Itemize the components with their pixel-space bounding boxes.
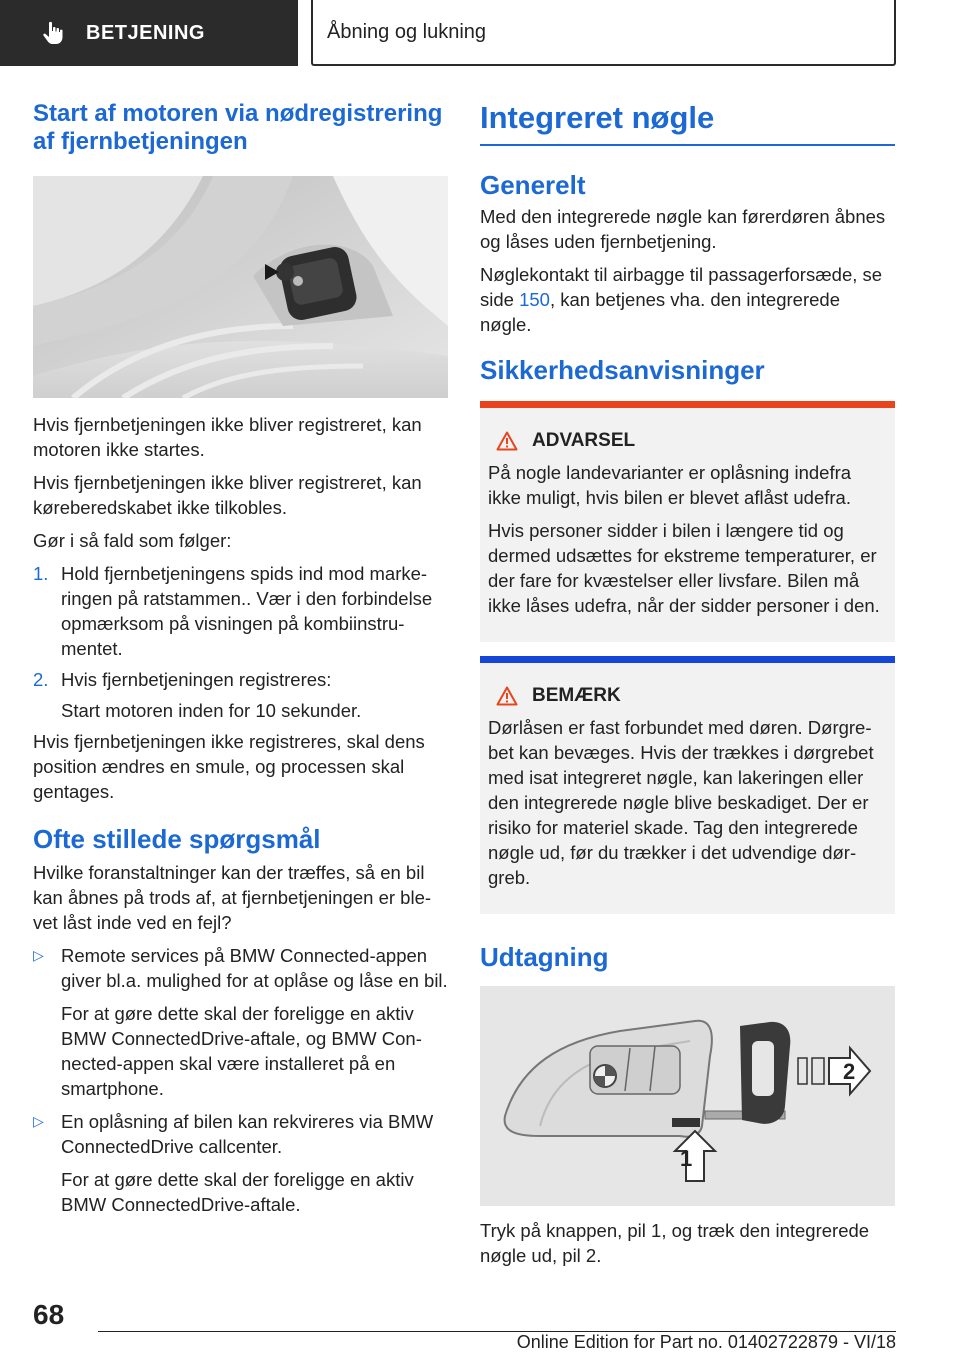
step-list [33,561,448,723]
paragraph: Hvis fjernbetjeningen ikke registreres, skal dens position ændres en smule, og processen skal gentages. [33,731,425,802]
faq-answer-text: En oplåsning af bilen kan rekvireres via BMW ConnectedDrive callcenter. [61,1111,434,1157]
steering-column-illustration [33,176,448,398]
step-number: 2. [33,669,49,690]
step-number: 1. [33,563,49,584]
caution-triangle-icon [496,686,518,706]
triangle-bullet-icon: ▷ [33,947,44,963]
section-tab [0,0,298,66]
faq-answer-list [33,943,448,1217]
right-column [480,100,895,1276]
integrated-key-heading: Integreret nøgle [480,100,895,146]
page-number: 68 [33,1299,65,1330]
step-item [33,561,448,661]
page-header [0,0,960,66]
hand-pointer-icon [40,20,66,46]
arrow-1-label: 1 [680,1146,693,1171]
arrow-2-label: 2 [843,1059,856,1084]
key-removal-image [480,986,895,1206]
removal-heading: Udtagning [480,942,609,972]
step-text: Hold fjernbetjeningens spids ind mod markeringen på ratstammen.. Vær i den forbindelse opmærksom på visningen på kombiinstrumentet. [61,563,433,659]
note-box [480,656,895,914]
step-text: Hvis fjernbetjeningen registreres: [61,669,332,690]
general-heading: Generelt [480,170,586,200]
paragraph-text: , kan betjenes vha. den integrerede nøgle. [480,289,840,335]
key-removal-illustration [480,986,895,1206]
paragraph-text: Nøglekontakt til airbagge til passagerforsæde, se side [480,264,883,310]
note-text: Dørlåsen er fast forbundet med døren. Dørgrebet kan bevæges. Hvis der trækkes i dørgrebet med isat integreret nøgle, kan lakeringen eller den integrerede nøgle blive beskadiget. Der er risiko for materiel skade. Tag den integrerede nøgle ud, før du trækker i det udvendige dørgreb. [488,717,874,888]
paragraph: Hvis fjernbetjeningen ikke bliver registreret, kan køreberedskabet ikke tilkobles. [33,472,422,518]
faq-answer-item [33,1109,448,1217]
page-reference-link[interactable]: 150 [519,289,550,310]
chapter-tab [311,0,896,66]
chapter-label: Åbning og lukning [327,20,487,43]
warning-text: Hvis personer sidder i bilen i længere tid og dermed udsættes for ekstreme temperaturer, er der fare for kvæstelser eller livsfare. Bilen må ikke låses udefra, når der sidder personer i den. [488,520,880,616]
footer-edition: Online Edition for Part no. 01402722879 - VI/18 [516,1332,896,1352]
safety-heading: Sikkerhedsanvisninger [480,355,765,385]
warning-text: På nogle landevarianter er oplåsning indefra ikke muligt, hvis bilen er blevet aflåst udefra. [488,462,852,508]
warning-label: ADVARSEL [532,430,636,451]
warning-box [480,401,895,642]
faq-answer-subtext: For at gøre dette skal der foreligge en aktiv BMW ConnectedDrive-aftale, og BMW Connected-appen skal være installeret på en smartphone. [61,1003,422,1099]
warning-title [488,430,887,452]
section-label: BETJENING [86,21,205,44]
removal-text: Tryk på knappen, pil 1, og træk den integrerede nøgle ud, pil 2. [480,1220,870,1266]
left-body [33,412,448,1217]
paragraph [480,262,895,337]
note-label: BEMÆRK [532,685,621,706]
paragraph: Hvis fjernbetjeningen ikke bliver registreret, kan motoren ikke startes. [33,414,422,460]
left-column [33,100,448,1225]
emergency-start-heading: Start af motoren via nødregistrering af fjernbetjeningen [33,100,443,155]
faq-question: Hvilke foranstaltninger kan der træffes, så en bil kan åbnes på trods af, at fjernbetjeningen er blevet låst inde ved en fejl? [33,862,432,933]
warning-triangle-icon [496,431,518,451]
faq-answer-subtext: For at gøre dette skal der foreligge en aktiv BMW ConnectedDrive-aftale. [61,1169,414,1215]
faq-heading: Ofte stillede spørgsmål [33,824,321,854]
faq-answer-text: Remote services på BMW Connected-appen giver bl.a. mulighed for at oplåse og låse en bil. [61,945,448,991]
step-subtext: Start motoren inden for 10 sekunder. [61,700,362,721]
note-title [488,685,887,707]
paragraph: Med den integrerede nøgle kan førerdøren åbnes og låses uden fjernbetjening. [480,206,886,252]
faq-answer-item [33,943,448,1101]
steering-column-image [33,176,448,398]
step-item [33,667,448,723]
paragraph: Gør i så fald som følger: [33,530,232,551]
triangle-bullet-icon: ▷ [33,1113,44,1129]
